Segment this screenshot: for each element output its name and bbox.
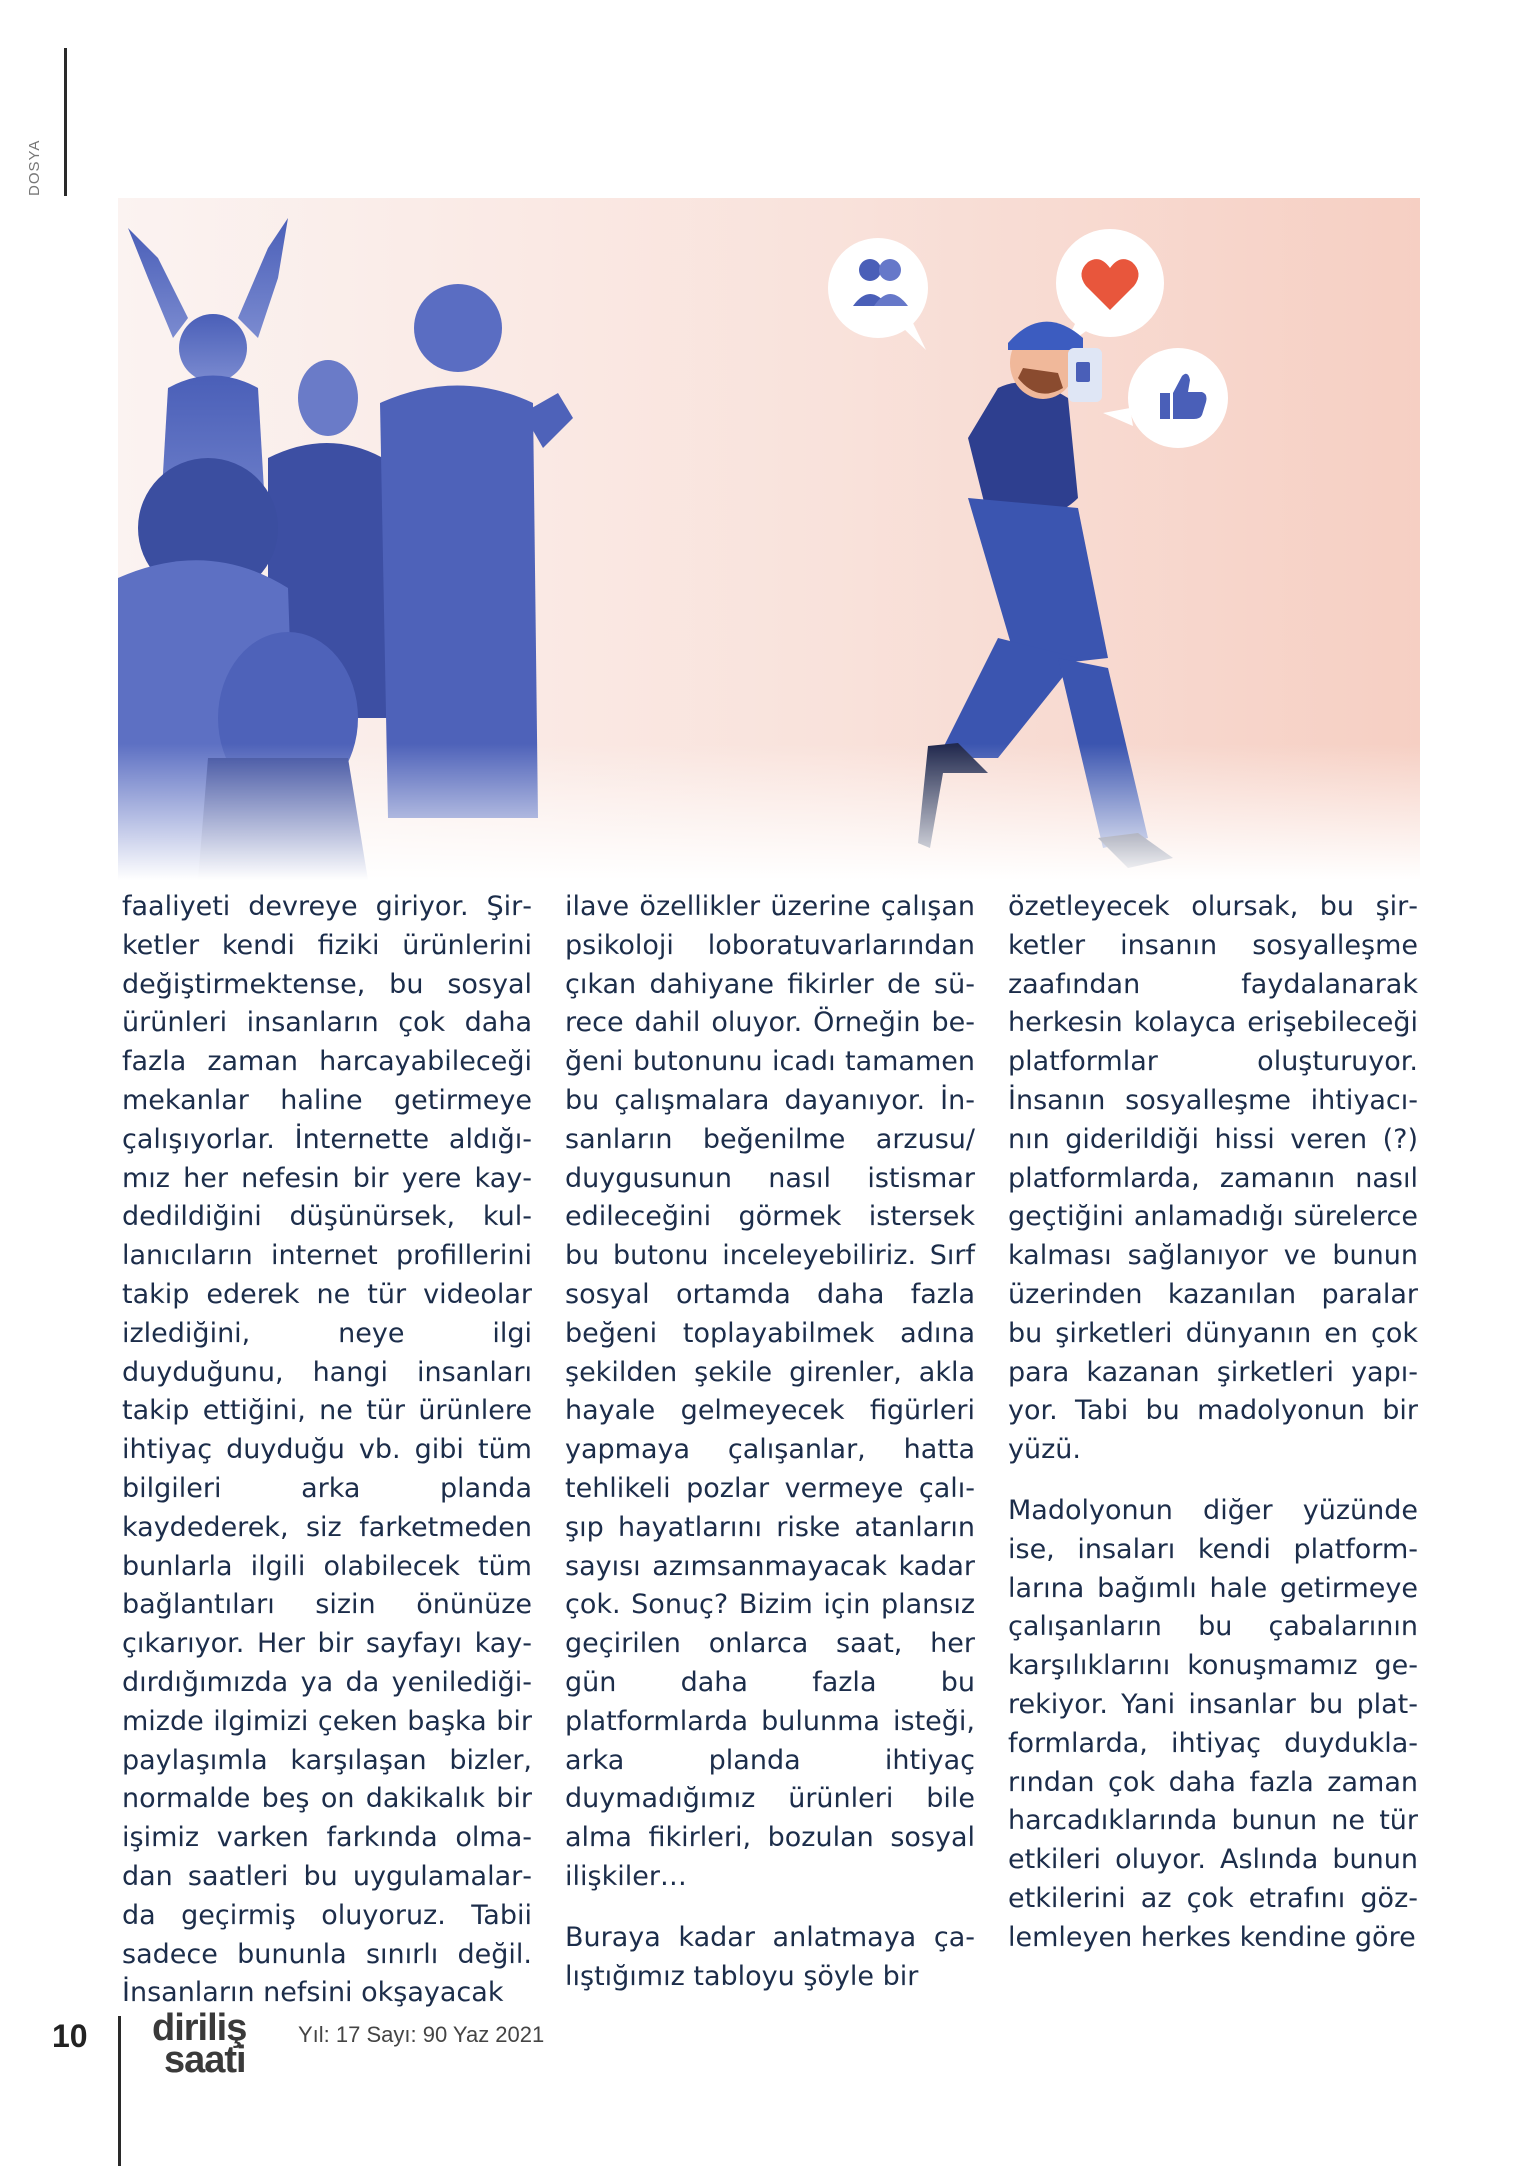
page-number: 10 (52, 2018, 88, 2054)
paragraph: özetleyecek olursak, bu şirketler insanın sosyalleşme zaafından faydalanarak herkesin kolayca erişebileceği platformlar oluşturuyor. İnsanın sosyalleşme ihtiyacının giderildiği hissi veren (?) platformlarda, zamanın nasıl geçtiğini anlamadığı sürelerce kalması sağlanıyor ve bunun üzerinden kazanılan paralar bu şirketleri dünyanın en çok para kazanan şirketleri yapıyor. Tabi bu madolyonun bir yüzü. (1008, 891, 1418, 1466)
article-column-3 (1008, 888, 1418, 1958)
paragraph: faaliyeti devreye giriyor. Şirketler kendi fiziki ürünlerini değiştirmektense, bu sosyal ürünleri insanların çok daha fazla zaman harcayabileceği mekanlar haline getirmeye çalışıyorlar. İnternette aldığımız her nefesin bir yere kaydedildiğini düşünürsek, kullanıcıların internet profillerini takip ederek ne tür videolar izlediğini, neye ilgi duyduğunu, hangi insanları takip ettiğini, ne tür ürünlere ihtiyaç duyduğu vb. gibi tüm bilgileri arka planda kaydederek, siz farketmeden bunlarla ilgili olabilecek tüm bağlantıları sizin önünüze çıkarıyor. Her bir sayfayı kaydırdığımızda ya da yenilediğimizde ilgimizi çeken başka bir paylaşımla karşılaşan bizler, normalde beş on dakikalık bir işimiz varken farkında olmadan saatleri bu uygulamalarda geçirmiş oluyoruz. Tabii sadece bununla sınırlı değil. İnsanların nefsini okşayacak (122, 891, 532, 2009)
paragraph: Madolyonun diğer yüzünde ise, insaları kendi platformlarına bağımlı hale getirmeye çalışanların bu çabalarının karşılıklarını konuşmamız gerekiyor. Yani insanlar bu platformlarda, ihtiyaç duyduklarından çok daha fazla zaman harcadıklarında bunun ne tür etkileri oluyor. Aslında bunun etkilerini az çok etrafını gözlemleyen herkes kendine göre (1008, 1494, 1418, 1953)
issue-info: Yıl: 17 Sayı: 90 Yaz 2021 (298, 2022, 545, 2047)
article-illustration (118, 198, 1420, 880)
section-label: DOSYA (26, 139, 43, 196)
logo-line-1: diriliş (152, 2007, 247, 2049)
article-column-2 (565, 888, 975, 1996)
paragraph: ilave özellikler üzerine çalışan psikoloji loboratuvarlarından çıkan dahiyane fikirler de sürece dahil oluyor. Örneğin beğeni butonunu icadı tamamen bu çalışmalara dayanıyor. İnsanların beğenilme arzusu/ duygusunun nasıl istismar edileceğini görmek istersek bu butonu inceleyebiliriz. Sırf sosyal ortamda daha fazla beğeni toplayabilmek adına şekilden şekile girenler, akla hayale gelmeyecek figürleri yapmaya çalışanlar, hatta tehlikeli pozlar vermeye çalışıp hayatlarını riske atanların sayısı azımsanmayacak kadar çok. Sonuç? Bizim için plansız geçirilen onlarca saat, her gün daha fazla bu platformlarda bulunma isteği, arka planda ihtiyaç duymadığımız ürünleri bile alma fikirleri, bozulan sosyal ilişkiler… (565, 891, 975, 1892)
paragraph: Buraya kadar anlatmaya çalıştığımız tabloyu şöyle bir (565, 1921, 975, 1992)
magazine-logo (152, 2007, 247, 2081)
logo-line-2: saati (164, 2039, 246, 2081)
footer-rule (118, 2016, 121, 2166)
article-column-1 (122, 888, 532, 2013)
header-rule (64, 48, 67, 196)
